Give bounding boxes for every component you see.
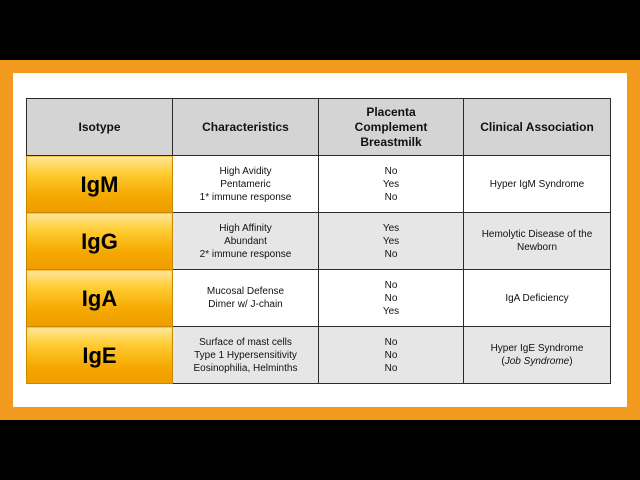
placenta-value: Yes [382, 222, 400, 234]
characteristics-cell [173, 327, 319, 384]
slide-frame [0, 60, 640, 420]
clinical-cell [464, 327, 611, 384]
header-row [27, 99, 611, 156]
breastmilk-value: No [384, 248, 398, 260]
characteristic-line: Dimer w/ J-chain [208, 299, 283, 310]
isotype-cell: IgA [27, 270, 173, 327]
clinical-association-sub-text: Job Syndrome [504, 356, 570, 367]
characteristic-line: 2* immune response [199, 248, 292, 260]
characteristics-cell [173, 270, 319, 327]
placenta-value: No [384, 279, 398, 291]
antibody-isotype-table [26, 98, 611, 384]
characteristic-line: Abundant [224, 235, 267, 247]
breastmilk-value: No [384, 191, 398, 203]
header-characteristics: Characteristics [173, 99, 319, 156]
header-placenta: Placenta [366, 104, 416, 119]
header-breastmilk: Breastmilk [360, 134, 422, 149]
table-row-igm [27, 156, 611, 213]
header-placenta-complement-breastmilk [319, 99, 464, 156]
complement-value: No [384, 292, 398, 304]
complement-value: Yes [382, 178, 400, 190]
header-complement: Complement [354, 119, 428, 134]
placenta-value: No [384, 165, 398, 177]
pcb-cell [319, 213, 464, 270]
table-row-igg [27, 213, 611, 270]
complement-value: No [384, 349, 398, 361]
characteristic-line: Surface of mast cells [199, 336, 292, 348]
characteristic-line: Pentameric [220, 178, 271, 190]
placenta-value: No [384, 336, 398, 348]
header-isotype: Isotype [27, 99, 173, 156]
characteristic-line: Mucosal Defense [206, 286, 285, 297]
clinical-association: Hemolytic Disease of the Newborn [481, 229, 593, 253]
pcb-cell [319, 327, 464, 384]
characteristic-line: High Avidity [219, 165, 272, 177]
isotype-cell: IgE [27, 327, 173, 384]
characteristic-line: Type 1 Hypersensitivity [194, 349, 297, 361]
isotype-cell: IgG [27, 213, 173, 270]
complement-value: Yes [382, 235, 400, 247]
characteristics-cell [173, 156, 319, 213]
breastmilk-value: Yes [382, 305, 400, 317]
clinical-association: Hyper IgE Syndrome [490, 343, 584, 354]
characteristic-line: 1* immune response [199, 191, 292, 203]
clinical-cell [464, 156, 611, 213]
clinical-association-sub: (Job Syndrome) [501, 356, 573, 367]
clinical-cell [464, 270, 611, 327]
isotype-cell: IgM [27, 156, 173, 213]
pcb-cell [319, 156, 464, 213]
table-row-iga [27, 270, 611, 327]
characteristic-line: Eosinophilia, Helminths [193, 362, 298, 374]
slide-card [13, 73, 627, 407]
clinical-association: Hyper IgM Syndrome [489, 178, 585, 190]
characteristics-cell [173, 213, 319, 270]
pcb-cell [319, 270, 464, 327]
breastmilk-value: No [384, 362, 398, 374]
clinical-association: IgA Deficiency [505, 292, 569, 304]
characteristic-line: High Affinity [219, 222, 272, 234]
header-clinical-association: Clinical Association [464, 99, 611, 156]
clinical-cell [464, 213, 611, 270]
table-row-ige [27, 327, 611, 384]
